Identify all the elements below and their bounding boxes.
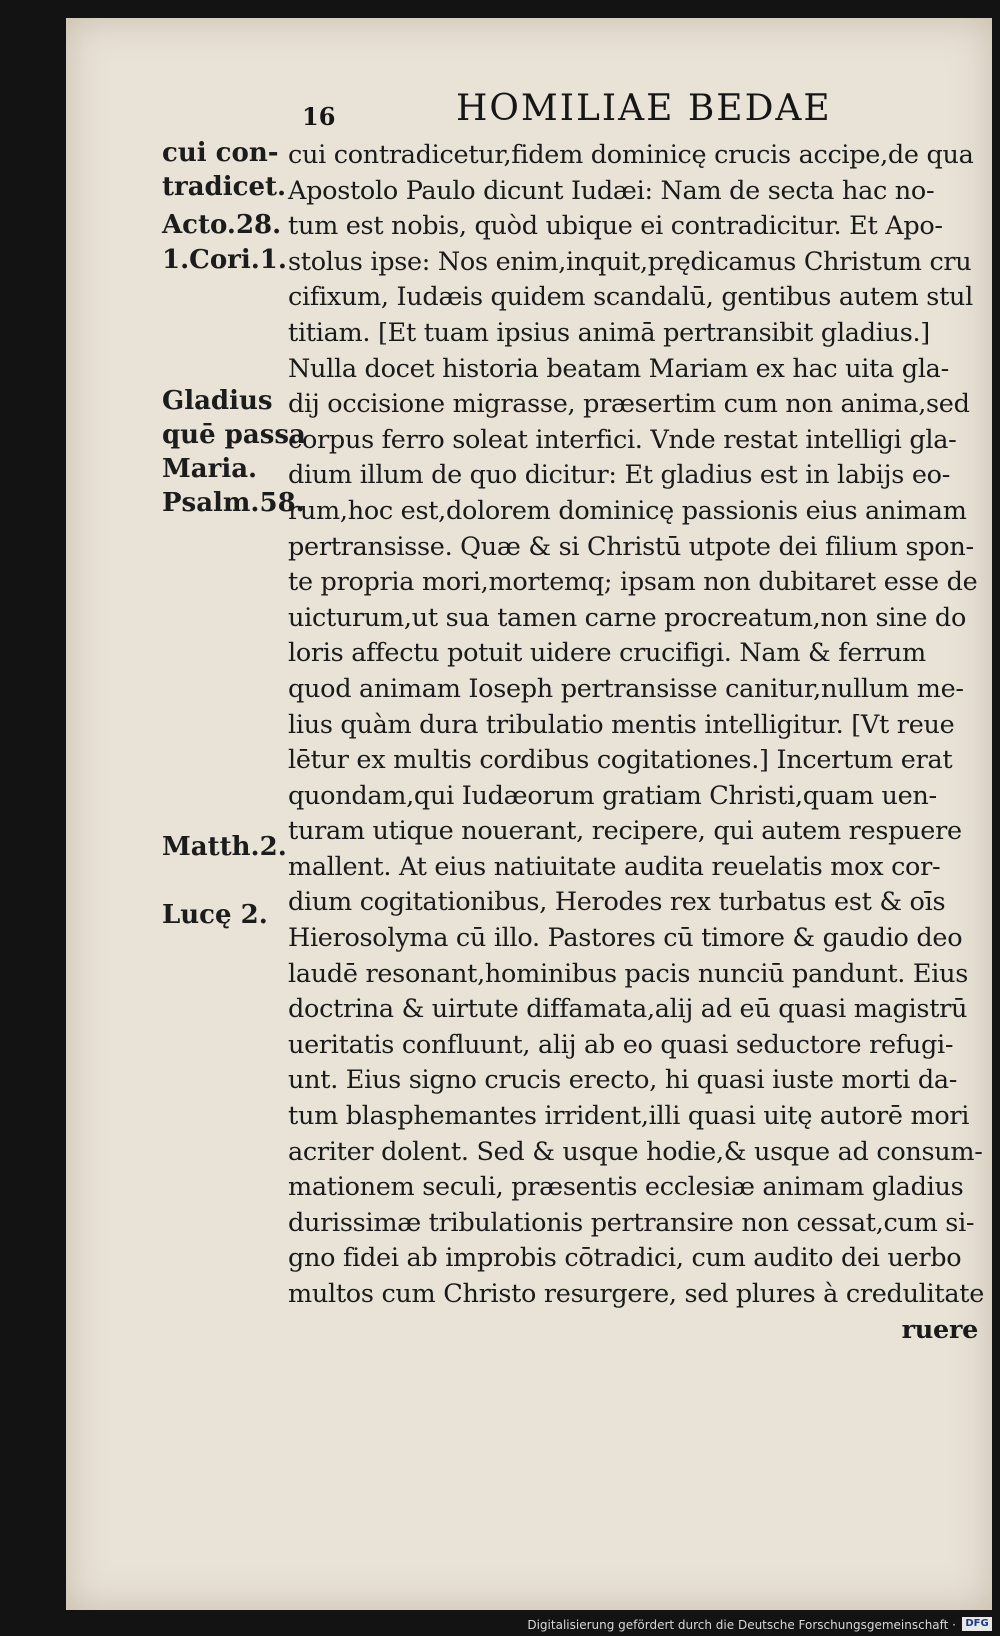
text-line: lius quàm dura tribulatio mentis intelligitur. [Vt reue — [288, 709, 955, 740]
text-line: loris affectu potuit uidere crucifigi. Nam & ferrum — [288, 638, 926, 669]
text-line: pertransisse. Quæ & si Christū utpote dei filium spon- — [288, 531, 974, 562]
text-line: unt. Eius signo crucis erecto, hi quasi iuste morti da- — [288, 1065, 958, 1096]
text-line: corpus ferro soleat interfici. Vnde restat intelligi gla- — [288, 424, 957, 455]
dfg-logo: DFG — [962, 1617, 992, 1631]
text-line: mationem seculi, præsentis ecclesiæ animam gladius — [288, 1172, 964, 1203]
catchword: ruere — [901, 1314, 978, 1345]
text-line: lētur ex multis cordibus cogitationes.] Incertum erat — [288, 745, 953, 776]
text-line: durissimæ tribulationis pertransire non cessat,cum si- — [288, 1207, 975, 1238]
margin-note: cui con- tradicet. — [162, 138, 287, 202]
text-line: tum blasphemantes irrident,illi quasi uitę autorē mori — [288, 1101, 970, 1132]
running-title: HOMILIAE BEDAE — [456, 88, 832, 129]
text-line: Apostolo Paulo dicunt Iudæi: Nam de secta hac no- — [288, 175, 935, 206]
footer-credit: Digitalisierung gefördert durch die Deutsche Forschungsgemeinschaft · — [527, 1618, 956, 1632]
text-line: uicturum,ut sua tamen carne procreatum,non sine do — [288, 602, 966, 633]
text-line: laudē resonant,hominibus pacis nunciū pandunt. Eius — [288, 958, 968, 989]
text-line: stolus ipse: Nos enim,inquit,prędicamus Christum cru — [288, 246, 972, 277]
margin-note: Acto.28. — [162, 210, 282, 240]
text-line: rum,hoc est,dolorem dominicę passionis eius animam — [288, 495, 967, 526]
page-number: 16 — [302, 102, 336, 131]
text-line: cui contradicetur,fidem dominicę crucis accipe,de qua — [288, 140, 974, 170]
text-line: dium cogitationibus, Herodes rex turbatus est & oīs — [288, 887, 946, 918]
margin-note: Matth.2. — [162, 832, 287, 862]
text-line: gno fidei ab improbis cōtradici, cum audito dei uerbo — [288, 1243, 962, 1274]
margin-note: Lucę 2. — [162, 900, 268, 930]
text-line: titiam. [Et tuam ipsius animā pertransibit gladius.] — [288, 317, 930, 348]
margin-note: Gladius quē passa Maria. Psalm.58. — [162, 386, 306, 518]
text-line: quod animam Ioseph pertransisse canitur,nullum me- — [288, 673, 964, 704]
text-line: ueritatis confluunt, alij ab eo quasi seductore refugi- — [288, 1029, 954, 1060]
body-text — [288, 138, 984, 1348]
text-line: dij occisione migrasse, præsertim cum non anima,sed — [288, 389, 970, 420]
text-line: te propria mori,mortemq; ipsam non dubitaret esse de — [288, 567, 978, 598]
text-line: doctrina & uirtute diffamata,alij ad eū quasi magistrū — [288, 994, 968, 1025]
text-line: mallent. At eius natiuitate audita reuelatis mox cor- — [288, 851, 941, 882]
page-header — [66, 88, 992, 136]
text-line: turam utique nouerant, recipere, qui autem respuere — [288, 816, 962, 847]
margin-note: 1.Cori.1. — [162, 245, 287, 275]
text-line: Nulla docet historia beatam Mariam ex hac uita gla- — [288, 353, 949, 384]
text-line: dium illum de quo dicitur: Et gladius est in labijs eo- — [288, 460, 951, 491]
text-line: acriter dolent. Sed & usque hodie,& usque ad consum- — [288, 1136, 983, 1167]
text-line: quondam,qui Iudæorum gratiam Christi,quam uen- — [288, 780, 937, 811]
text-line: Hierosolyma cū illo. Pastores cū timore & gaudio deo — [288, 923, 963, 954]
text-line: multos cum Christo resurgere, sed plures à credulitate — [288, 1279, 984, 1309]
text-line: cifixum, Iudæis quidem scandalū, gentibus autem stul — [288, 282, 974, 313]
text-line: tum est nobis, quòd ubique ei contradicitur. Et Apo- — [288, 211, 943, 242]
book-page — [66, 18, 992, 1610]
